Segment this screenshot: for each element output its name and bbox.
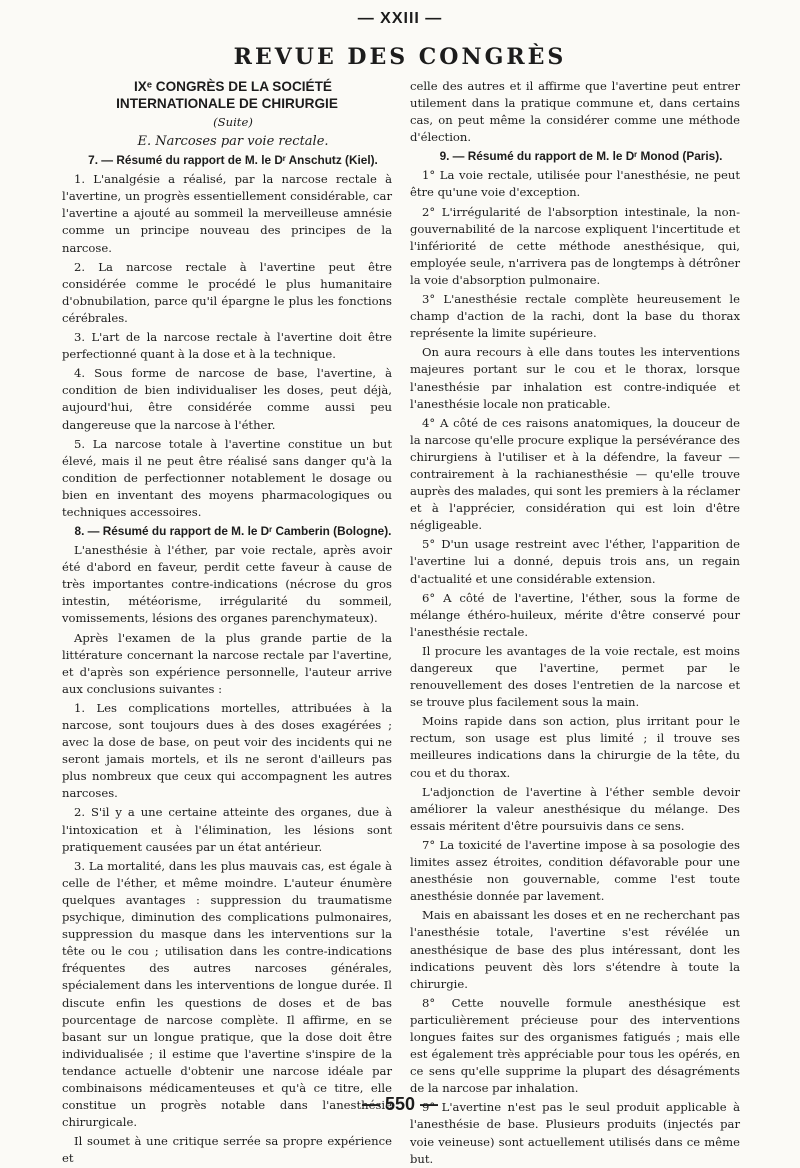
- report-9-paragraph: 4° A côté de ces raisons anatomiques, la douceur de la narcose qu'elle procure explique la persévérance des chirurgiens à l'utiliser et à la défendre, la faveur — contrairement à la rachianesthésie — qu'elle trouve auprès des malades, qui sont les premiers à la réclamer et à l'apprécier, considération qui est loin d'être négligeable.: [410, 415, 740, 533]
- report-9-paragraph: Mais en abaissant les doses et en ne recherchant pas l'anesthésie totale, l'avertine s'est révélée un anesthésique de base des plus intéressant, dont les indications peuvent dès lors s'étendre à toute la chirurgie.: [410, 908, 740, 991]
- report-7-paragraph: 3. L'art de la narcose rectale à l'avertine doit être perfectionné quant à la dose et à la technique.: [62, 330, 392, 362]
- report-7-title: 7. — Résumé du rapport de M. le Dʳ Anschutz (Kiel).: [88, 153, 378, 168]
- report-7-paragraph: 5. La narcose totale à l'avertine constitue un but élevé, mais il ne peut être réalisé sans danger qu'à la condition de perfectionner notablement le dosage ou bien en inventant des moyens pharmacologiques ou techniques accessoires.: [62, 436, 392, 519]
- report-8-paragraph: 1. Les complications mortelles, attribuées à la narcose, sont toujours dues à des doses exagérées ; avec la dose de base, on peut voir des incidents qui ne seront jamais mortels, et ils ne seront d'ailleurs pas plus nombreux que ceux qui accompagnent les autres narcoses.: [62, 700, 392, 801]
- report-9-paragraph: 7° La toxicité de l'avertine impose à sa posologie des limites assez étroites, condition défavorable pour une anesthésie non gouvernable, comme l'est toute anesthésie donnée par lavement.: [410, 837, 740, 904]
- report-8-paragraph: Après l'examen de la plus grande partie de la littérature concernant la narcose rectale par l'avertine, et d'après son expérience personnelle, l'auteur arrive aux conclusions suivantes :: [62, 630, 392, 696]
- report-9-paragraph: 8° Cette nouvelle formule anesthésique est particulièrement précieuse pour des interventions longues faites sur des organismes fatigués ; mais elle est également très appréciable pour tous les opérés, en ce sens qu'elle supprime la plupart des désagréments de la narcose par inhalation.: [410, 995, 740, 1096]
- running-title: REVUE DES CONGRÈS: [233, 44, 567, 70]
- report-7-paragraph: 1. L'analgésie a réalisé, par la narcose rectale à l'avertine, un progrès essentiellement considérable, car l'avertine a ajouté au sommeil la merveilleuse amnésie comme un principe nouveau des principes de la narcose.: [62, 172, 392, 255]
- report-8-paragraph: Il soumet à une critique serrée sa propre expérience et: [62, 1134, 392, 1166]
- report-9-paragraph: On aura recours à elle dans toutes les interventions majeures portant sur le cou et le thorax, lorsque l'anesthésie par inhalation est contre-indiquée et l'anesthésie locale non praticable.: [410, 345, 740, 411]
- congres-title: IXᵉ CONGRÈS DE LA SOCIÉTÉ INTERNATIONALE DE CHIRURGIE: [116, 79, 338, 111]
- report-9-paragraph: Il procure les avantages de la voie rectale, est moins dangereux que l'avertine, permet par le renouvellement des doses l'entretien de la narcose et se trouve plus facilement sous la main.: [410, 643, 740, 710]
- report-9-paragraph: L'adjonction de l'avertine à l'éther semble devoir améliorer la valeur anesthésique du mélange. Des essais méritent d'être poursuivis dans ce sens.: [410, 784, 740, 833]
- page-number: — 550 —: [361, 1094, 439, 1114]
- folio-roman: — XXIII —: [357, 10, 443, 27]
- report-8-paragraph: 3. La mortalité, dans les plus mauvais cas, est égale à celle de l'éther, et même moindre. L'auteur énumère quelques avantages : suppression du traumatisme psychique, diminution des complications pulmonaires, suppression du masque dans les interventions sur la tête ou le cou ; utilisation dans les contre-indications fréquentes des autres narcoses générales, spécialement dans les interventions de longue durée. Il discute enfin les questions de doses et de bas pourcentage de narcose complète. Il affirme, en se basant sur un longue pratique, que la dose doit être individualisée ; il estime que l'avertine s'inspire de la tendance actuelle d'obtenir une narcose idéale par combinaisons médicamenteuses et qu'à ce titre, elle constitue un progrès notable dans l'anesthésie chirurgicale.: [62, 858, 392, 1130]
- report-9-paragraph: Moins rapide dans son action, plus irritant pour le rectum, son usage est plus limité ; il trouve ses meilleures indications dans la chirurgie de la tête, du cou et du thorax.: [410, 714, 740, 780]
- report-9-paragraph: 6° A côté de l'avertine, l'éther, sous la forme de mélange éthéro-huileux, mérite d'être conservé pour l'anesthésie rectale.: [410, 590, 740, 639]
- report-9-paragraph: 1° La voie rectale, utilisée pour l'anesthésie, ne peut être qu'une voie d'exception.: [410, 168, 740, 200]
- report-9-paragraph: 3° L'anesthésie rectale complète heureusement le champ d'action de la rachi, dont la base du thorax représente la limite supérieure.: [410, 292, 740, 341]
- report-9-paragraph: 9° L'avertine n'est pas le seul produit applicable à l'anesthésie de base. Plusieurs produits (injectés par voie veineuse) sont actuellement utilisés dans ce même but.: [410, 1100, 740, 1166]
- section-e-title: E. Narcoses par voie rectale.: [137, 134, 329, 150]
- suite-label: (Suite): [213, 115, 253, 129]
- report-8-paragraph: L'anesthésie à l'éther, par voie rectale, après avoir été d'abord en faveur, perdit cette faveur à cause de très importantes contre-indications (nécrose du gros intestin, météorisme, irrégularité du sommeil, vomissements, lésions des organes parenchymateux).: [62, 543, 392, 626]
- report-9-title: 9. — Résumé du rapport de M. le Dʳ Monod (Paris).: [439, 149, 723, 164]
- report-8-continuation: celle des autres et il affirme que l'avertine peut entrer utilement dans la pratique commune et, dans certains cas, on peut même la considérer comme une méthode d'élection.: [410, 79, 740, 145]
- report-9-paragraph: 2° L'irrégularité de l'absorption intestinale, la non-gouvernabilité de la narcose expliquent l'incertitude et l'infériorité de cette méthode anesthésique, qui, employée seule, n'arrivera pas de longtemps à détrôner la voie d'absorption pulmonaire.: [410, 204, 740, 287]
- report-9-paragraph: 5° D'un usage restreint avec l'éther, l'apparition de l'avertine lui a donné, depuis trois ans, un regain d'actualité et une considérable extension.: [410, 537, 740, 586]
- report-7-paragraph: 2. La narcose rectale à l'avertine peut être considérée comme le procédé le plus humanitaire d'obnubilation, parce qu'il épargne le plus les fonctions cérébrales.: [62, 259, 392, 325]
- report-8-title: 8. — Résumé du rapport de M. le Dʳ Camberin (Bologne).: [74, 524, 392, 539]
- report-7-paragraph: 4. Sous forme de narcose de base, l'avertine, à condition de bien individualiser les doses, peut déjà, aujourd'hui, être considérée comme aussi peu dangereuse que la narcose à l'éther.: [62, 366, 392, 432]
- report-8-paragraph: 2. S'il y a une certaine atteinte des organes, due à l'intoxication et à l'élimination, les lésions sont pratiquement causées par un état antérieur.: [62, 805, 392, 854]
- left-column: [62, 78, 392, 1166]
- right-column: [410, 78, 740, 1166]
